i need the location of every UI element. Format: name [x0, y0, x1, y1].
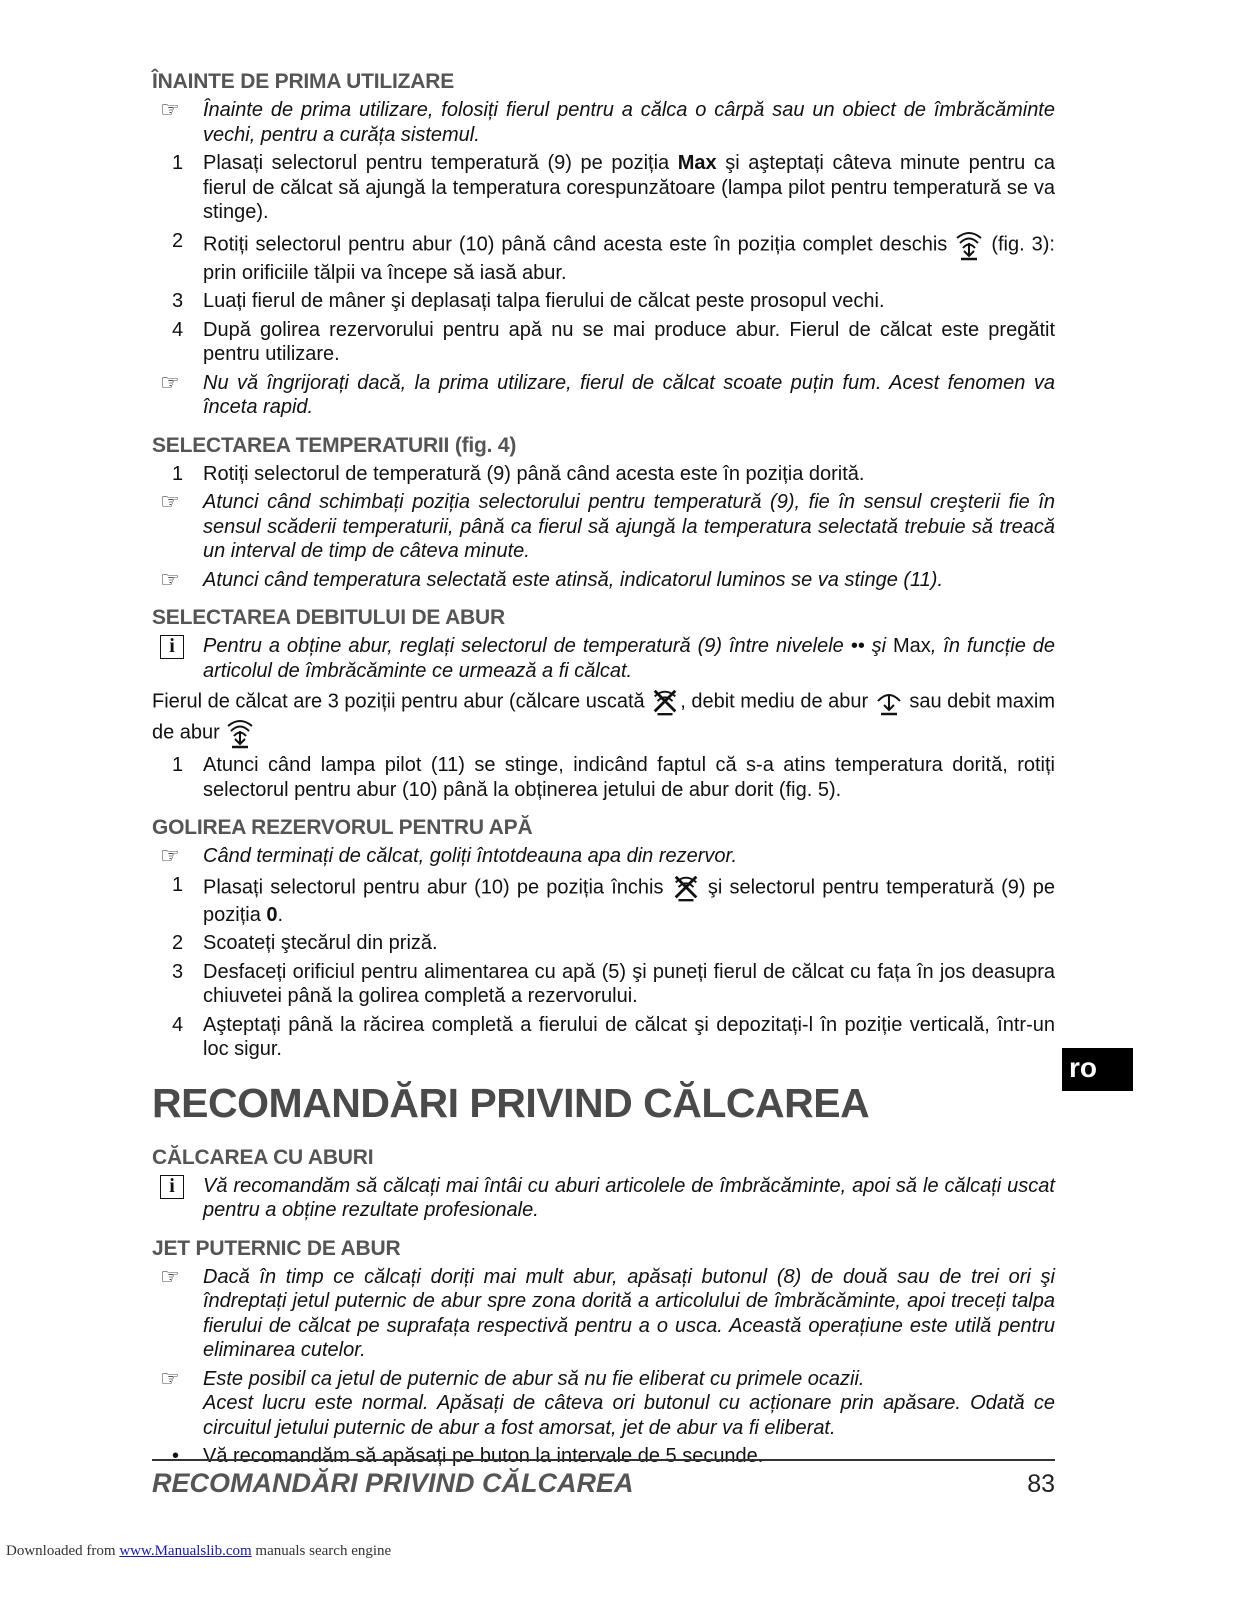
note-item	[152, 1265, 1055, 1363]
step-text: (fig. 3): prin orificiile tălpii va începe să iasă abur.	[203, 232, 1055, 284]
info-item	[152, 1174, 1055, 1223]
bullet-text: Vă recomandăm să apăsați pe buton la intervale de 5 secunde.	[203, 1445, 764, 1467]
step-number: 3	[172, 290, 184, 312]
paragraph	[152, 687, 1055, 749]
info-marker	[160, 1174, 194, 1199]
pointing-hand-icon: ☞	[160, 97, 180, 122]
chapter-title: RECOMANDĂRI PRIVIND CĂLCAREA	[152, 1079, 870, 1126]
pointing-hand-icon: ☞	[160, 1263, 180, 1289]
pointing-hand-icon: ☞	[160, 843, 180, 868]
step-text: Scoateți ştecărul din priză.	[203, 932, 438, 954]
step-text: .	[277, 903, 284, 926]
paragraph-text: sau debit maxim de abur	[152, 690, 1056, 744]
paragraph-text: Fierul de călcat are 3 poziții pentru abur (călcare uscată	[152, 690, 651, 713]
note-text: Acest lucru este normal. Apăsați de câteva ori butonul cu acționare prin apăsare. Odată ce circuitul jetului puternic de abur a fost amorsat, jet de abur va fi eliberat.	[203, 1392, 1055, 1439]
step-item	[152, 229, 1055, 286]
step-text: şi aşteptați câteva minute pentru ca fierul de călcat să ajungă la temperatura corespunzătoare (lampa pilot pentru temperatură se va stinge).	[203, 152, 1055, 223]
note-item	[152, 371, 1055, 420]
step-text: Rotiți selectorul de temperatură (9) până când acesta este în poziția dorită.	[203, 462, 865, 485]
step-number: 2	[172, 932, 184, 954]
note-item	[152, 568, 1055, 593]
info-item	[152, 634, 1055, 683]
info-icon: i	[160, 1175, 184, 1199]
step-text: Plasați selectorul pentru abur (10) pe poziția închis	[203, 875, 671, 898]
step-text: Rotiți selectorul pentru abur (10) până când acesta este în poziția complet deschis	[203, 232, 955, 255]
step-text: Plasați selectorul pentru temperatură (9) pe poziția	[203, 152, 678, 174]
section-heading: JET PUTERNIC DE ABUR	[152, 1236, 401, 1260]
section-heading: SELECTAREA TEMPERATURII (fig. 4)	[152, 433, 517, 457]
step-text: Atunci când lampa pilot (11) se stinge, indicând faptul că s-a atins temperatura dorită, rotiți selectorul pentru abur (10) până la obținerea jetului de abur dorit (fig. 5).	[203, 754, 1055, 801]
info-text: , în funcție de articolul de îmbrăcăminte ce urmează a fi călcat.	[203, 635, 1056, 682]
footer-title: RECOMANDĂRI PRIVIND CĂLCAREA	[152, 1468, 634, 1498]
step-item	[152, 931, 1055, 956]
paragraph-text: , debit mediu de abur	[680, 690, 874, 713]
pointing-hand-icon: ☞	[160, 566, 180, 592]
step-text: După golirea rezervorului pentru apă nu se mai produce abur. Fierul de călcat este pregătit pentru utilizare.	[203, 318, 1055, 365]
section-heading: GOLIREA REZERVORUL PENTRU APĂ	[152, 816, 533, 839]
note-item	[152, 1367, 1055, 1441]
note-text: Înainte de prima utilizare, folosiți fierul pentru a călca o cârpă sau un obiect de îmbrăcăminte vechi, pentru a curăța sistemul.	[203, 99, 1055, 146]
download-credit	[6, 1543, 391, 1560]
step-item	[152, 462, 1055, 487]
info-icon: i	[160, 635, 184, 659]
pointing-hand-icon: ☞	[160, 489, 180, 514]
steam-off-icon	[650, 687, 680, 717]
step-item	[152, 960, 1055, 1009]
note-text: Dacă în timp ce călcați doriți mai mult abur, apăsați butonul (8) de două sau de trei ori şi îndreptați jetul puternic de abur spre zona dorită a articolului de îmbrăcăminte, apoi treceți talpa fierului de călcat pe suprafața respectivă pentru a o usca. Această operațiune este utilă pentru eliminarea cutelor.	[203, 1265, 1055, 1361]
pointing-hand-icon: ☞	[160, 369, 180, 395]
manual-page	[152, 70, 1055, 1473]
info-emphasis: Max	[893, 635, 931, 657]
step-text: Luați fierul de mâner şi deplasați talpa fierului de călcat peste prosopul vechi.	[203, 290, 885, 312]
language-tab: ro	[1062, 1048, 1133, 1091]
step-number: 1	[172, 462, 184, 485]
section-heading: ÎNAINTE DE PRIMA UTILIZARE	[152, 70, 455, 93]
info-text: Vă recomandăm să călcați mai întâi cu aburi articolele de îmbrăcăminte, apoi să le călcați uscat pentru a obține rezultate profesionale.	[203, 1174, 1055, 1221]
step-item	[152, 1013, 1055, 1062]
step-number: 3	[172, 960, 184, 983]
page-number: 83	[1027, 1470, 1055, 1498]
note-item	[152, 490, 1055, 564]
step-item	[152, 318, 1055, 367]
note-text: Este posibil ca jetul de puternic de abur să nu fie eliberat cu primele ocazii.	[203, 1367, 865, 1390]
note-item	[152, 844, 1055, 869]
step-text: şi selectorul pentru temperatură (9) pe poziția	[203, 875, 1056, 926]
note-text: Atunci când temperatura selectată este atinsă, indicatorul luminos se va stinge (11).	[203, 568, 944, 591]
note-text: Nu vă îngrijorați dacă, la prima utilizare, fierul de călcat scoate puțin fum. Acest fenomen va înceta rapid.	[203, 371, 1055, 418]
bullet-item	[152, 1444, 1055, 1469]
max-steam-icon	[225, 717, 255, 749]
step-emphasis: 0	[266, 903, 278, 926]
step-number: 4	[172, 318, 184, 341]
pointing-hand-icon: ☞	[160, 1365, 180, 1391]
max-steam-icon	[954, 229, 984, 261]
step-number: 4	[172, 1013, 184, 1036]
step-item	[152, 151, 1055, 225]
note-text: Atunci când schimbați poziția selectorului pentru temperatură (9), fie în sensul creşterii fie în sensul scăderii temperaturii, până ca fierul să ajungă la temperatura selectată trebuie să treacă un interval de timp de câteva minute.	[203, 491, 1055, 562]
section-heading: CĂLCAREA CU ABURI	[152, 1145, 374, 1169]
info-marker	[160, 634, 194, 659]
steam-off-icon	[671, 873, 701, 903]
step-text: Aşteptați până la răcirea completă a fierului de călcat şi depozitați-l în poziție verticală, într-un loc sigur.	[203, 1013, 1055, 1060]
step-number: 1	[172, 754, 184, 776]
download-suffix: manuals search engine	[251, 1543, 392, 1559]
note-item	[152, 98, 1055, 147]
step-number: 1	[172, 152, 184, 174]
step-item	[152, 289, 1055, 314]
section-heading: SELECTAREA DEBITULUI DE ABUR	[152, 606, 505, 629]
note-text: Când terminați de călcat, goliți întotdeauna apa din rezervor.	[203, 845, 738, 867]
step-number: 1	[172, 873, 184, 896]
medium-steam-icon	[874, 688, 904, 716]
manualslib-link[interactable]: www.Manualslib.com	[119, 1543, 252, 1559]
footer-divider	[152, 1459, 1055, 1461]
step-item	[152, 753, 1055, 802]
step-number: 2	[172, 229, 184, 252]
download-prefix: Downloaded from	[6, 1543, 120, 1559]
step-item	[152, 873, 1055, 928]
info-text: Pentru a obține abur, reglați selectorul de temperatură (9) între nivelele •• şi	[203, 635, 894, 657]
bullet-icon: •	[172, 1445, 180, 1467]
step-emphasis: Max	[677, 152, 717, 174]
step-text: Desfaceți orificiul pentru alimentarea cu apă (5) şi puneți fierul de călcat cu fața în jos deasupra chiuvetei până la golirea completă a rezervorului.	[203, 960, 1055, 1007]
